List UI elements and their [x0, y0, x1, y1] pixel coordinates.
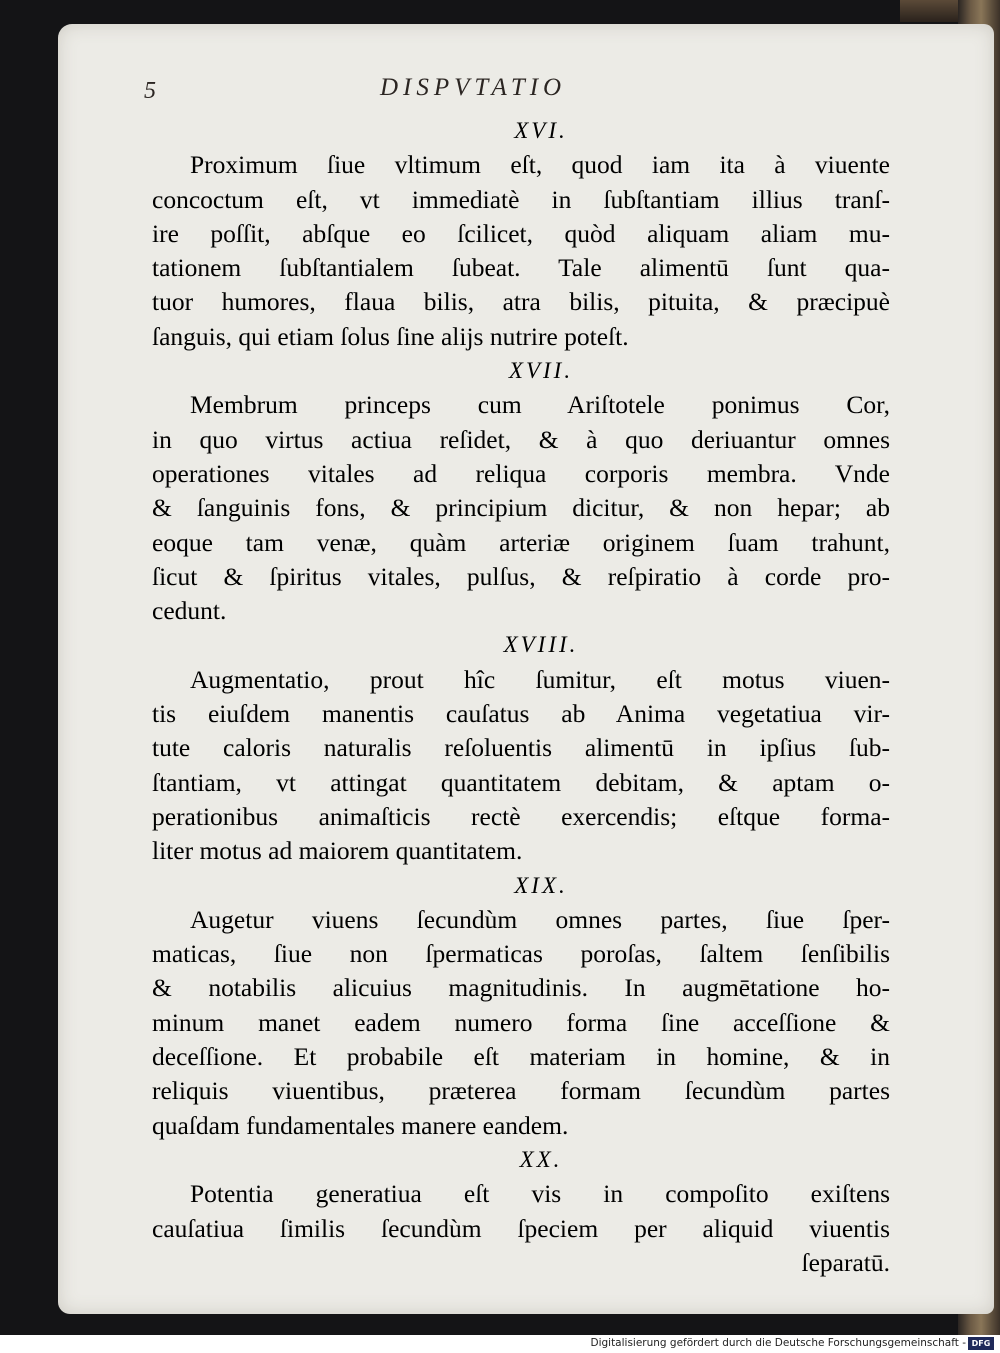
text-line: cauſatiua ſimilis ſecundùm ſpeciem per aliquid viuentis [152, 1213, 890, 1243]
text-line: maticas, ſiue non ſpermaticas poroſas, ſaltem ſenſibilis [152, 939, 890, 969]
text-line: tute caloris naturalis reſoluentis alimentū in ipſius ſub- [152, 733, 890, 763]
text-line: & ſanguinis fons, & principium dicitur, & non hepar; ab [152, 493, 890, 523]
text-line: reliquis viuentibus, præterea formam ſecundùm partes [152, 1076, 890, 1106]
text-line: ſanguis, qui etiam ſolus ſine alijs nutrire poteſt. [152, 321, 629, 351]
dfg-logo: DFG [968, 1337, 994, 1350]
text-line: ire poſſit, abſque eo ſcilicet, quòd aliquam aliam mu- [152, 218, 890, 248]
text-line: liter motus ad maiorem quantitatem. [152, 836, 523, 866]
text-line-final: ſeparatū. [801, 1247, 890, 1277]
text-line: operationes vitales ad reliqua corporis membra. Vnde [152, 458, 890, 488]
text-line: ſicut & ſpiritus vitales, pulſus, & reſpiratio à corde pro- [152, 561, 890, 591]
text-line: Proximum ſiue vltimum eſt, quod iam ita à viuente [190, 150, 890, 180]
text-line: eoque tam venæ, quàm arteriæ originem ſuam trahunt, [152, 527, 890, 557]
text-line: concoctum eſt, vt immediatè in ſubſtantiam illius tranſ- [152, 184, 890, 214]
text-line: tuor humores, flaua bilis, atra bilis, pituita, & præcipuè [152, 287, 890, 317]
digitization-credit: Digitalisierung gefördert durch die Deutsche Forschungsgemeinschaft - [590, 1337, 966, 1349]
text-line: ſtantiam, vt attingat quantitatem debitam, & aptam o- [152, 767, 890, 797]
text-line: tationem ſubſtantialem ſubeat. Tale alimentū ſunt qua- [152, 253, 890, 283]
text-line: Potentia generatiua eſt vis in compoſito exiſtens [190, 1179, 890, 1209]
thesis-heading: XVII. [508, 358, 574, 384]
text-line: & notabilis alicuius magnitudinis. In augmētatione ho- [152, 973, 890, 1003]
thesis-heading: XVI. [514, 118, 568, 143]
page-number: 5 [144, 78, 156, 104]
thesis-heading: XVIII. [503, 632, 579, 658]
text-line: tis eiuſdem manentis cauſatus ab Anima vegetatiua vir- [152, 699, 890, 729]
text-line: Membrum princeps cum Ariſtotele ponimus Cor, [190, 390, 890, 420]
page-body [152, 114, 890, 1280]
thesis-heading: XX. [519, 1146, 563, 1172]
thesis-heading: XIX. [514, 872, 568, 898]
running-head: DISPVTATIO [380, 74, 567, 101]
text-line: Augmentatio, prout hîc ſumitur, eſt motus viuen- [190, 664, 890, 694]
text-line: deceſſione. Et probabile eſt materiam in homine, & in [152, 1042, 890, 1072]
text-line: in quo virtus actiua reſidet, & à quo deriuantur omnes [152, 424, 890, 454]
text-line: Augetur viuens ſecundùm omnes partes, ſiue ſper- [190, 904, 890, 934]
text-line: quaſdam fundamentales manere eandem. [152, 1110, 569, 1140]
text-line: minum manet eadem numero forma ſine acceſſione & [152, 1007, 890, 1037]
text-line: perationibus animaſticis rectè exercendis; eſtque forma- [152, 801, 890, 831]
text-line: cedunt. [152, 596, 227, 626]
